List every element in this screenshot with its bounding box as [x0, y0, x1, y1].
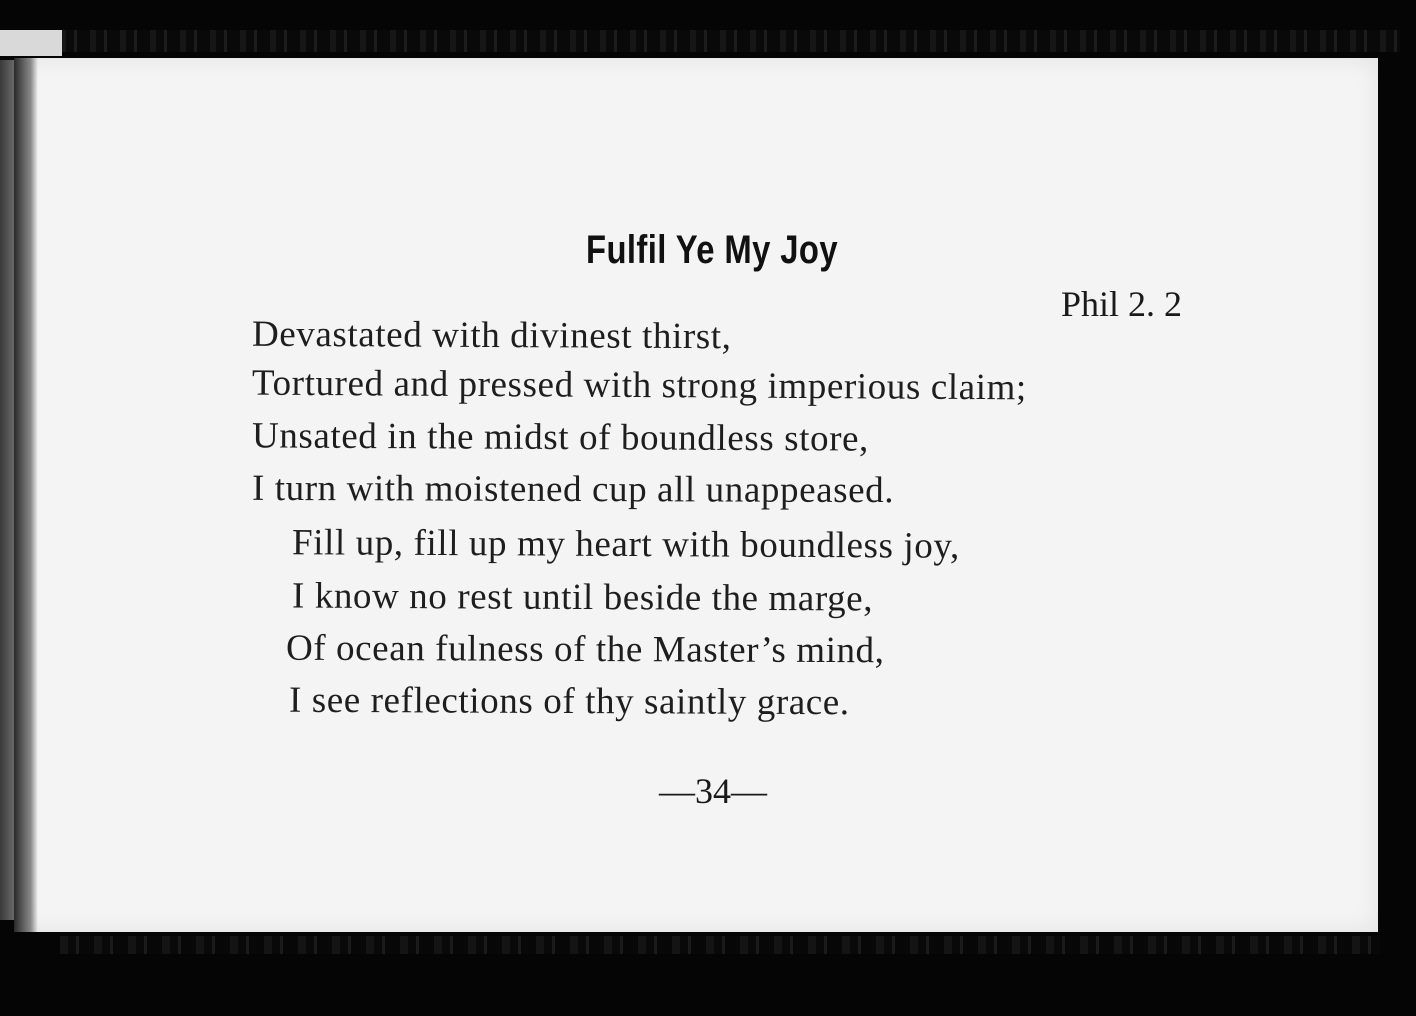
film-edge-top	[60, 30, 1400, 52]
film-corner-mark	[0, 30, 62, 56]
poem-line: Of ocean fulness of the Master’s mind,	[285, 627, 885, 672]
poem-line: Fill up, fill up my heart with boundless joy,	[291, 522, 961, 567]
poem-title: Fulfil Ye My Joy	[586, 228, 839, 272]
film-edge-bottom	[60, 936, 1380, 954]
page-number: —34—	[659, 771, 767, 811]
scripture-reference: Phil 2. 2	[1061, 284, 1183, 324]
poem-line: Unsated in the midst of boundless store,	[251, 415, 870, 460]
poem-line: Devastated with divinest thirst,	[251, 313, 732, 358]
poem-line: I know no rest until beside the marge,	[291, 575, 874, 620]
poem-line: I see reflections of thy saintly grace.	[288, 679, 850, 724]
page-gutter-shadow	[14, 58, 38, 932]
book-page	[14, 58, 1378, 932]
poem-line: Tortured and pressed with strong imperious claim;	[251, 362, 1027, 409]
poem-line: I turn with moistened cup all unappeased.	[251, 467, 895, 512]
